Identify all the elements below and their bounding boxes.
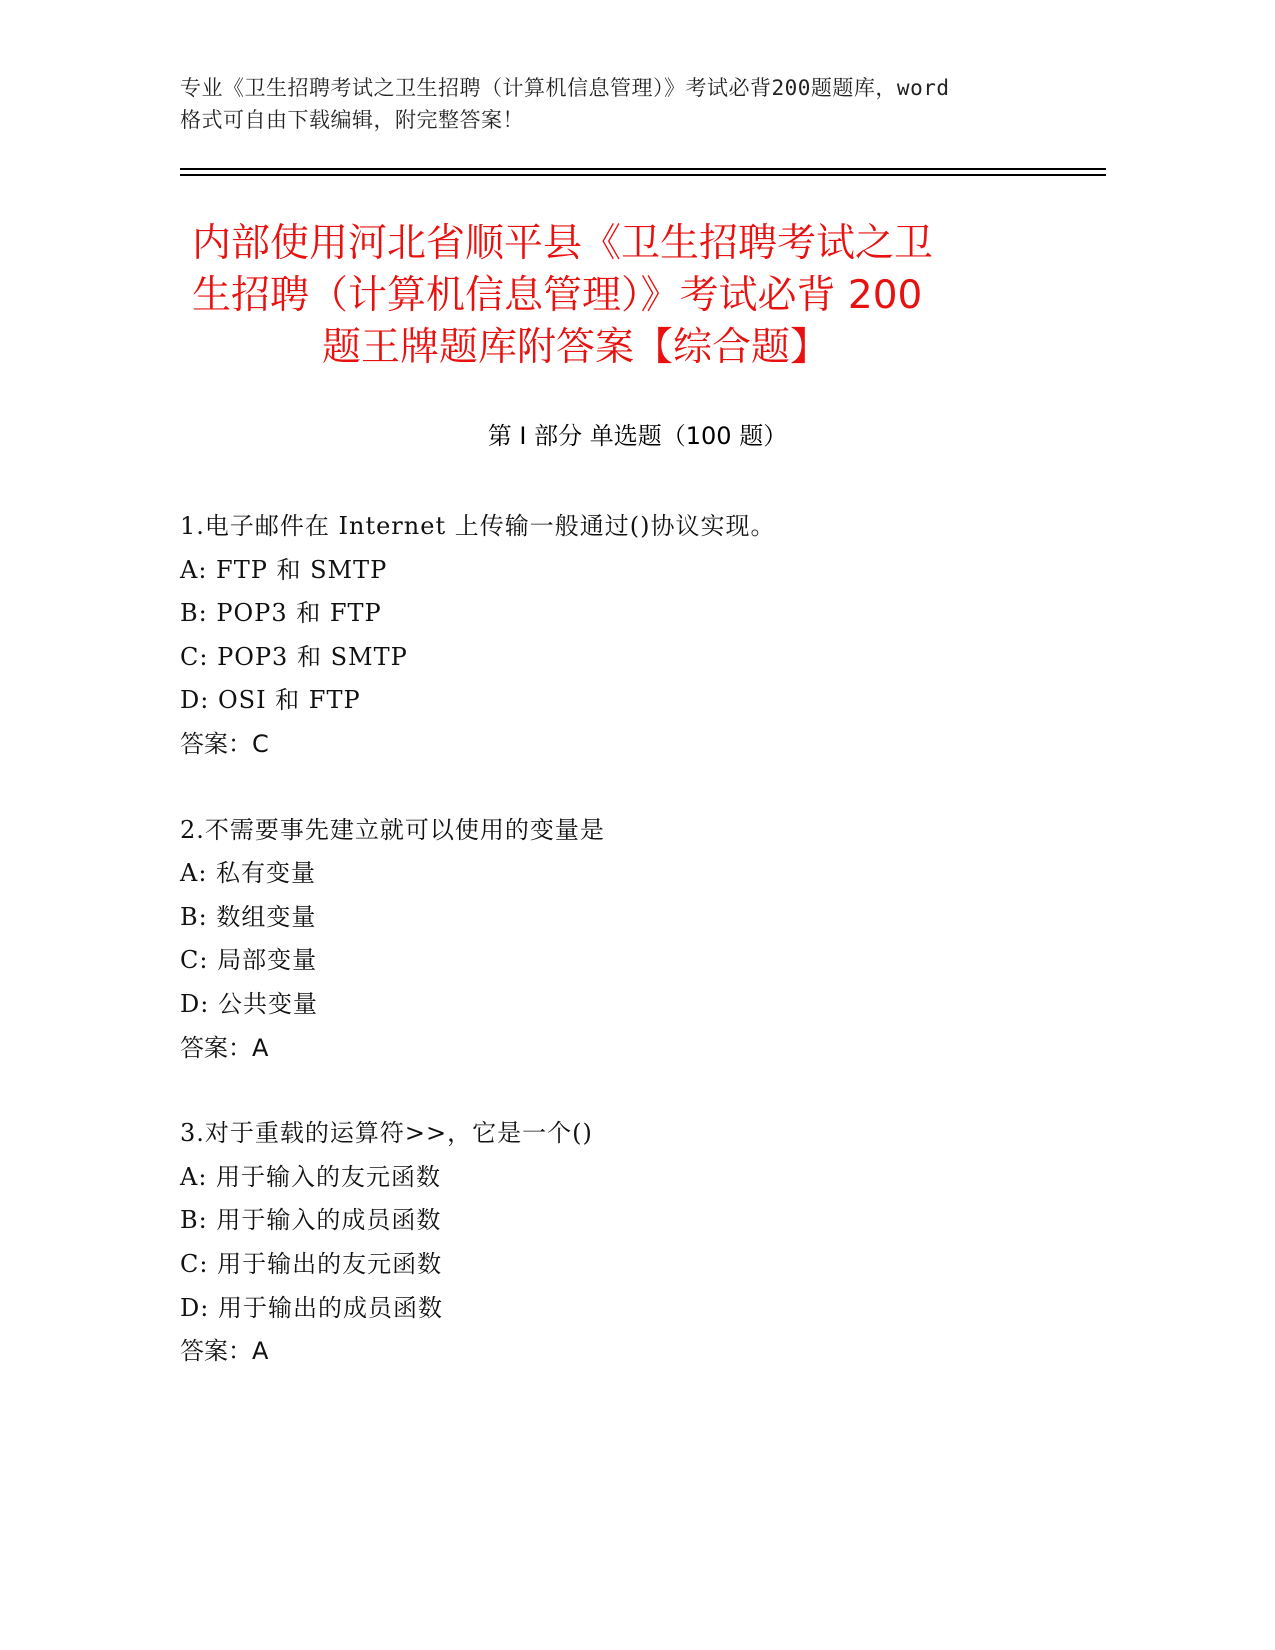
question-3 <box>180 1112 1080 1374</box>
question-list <box>180 505 1080 1416</box>
answer-label: 答案：C <box>180 729 269 758</box>
option-a: A: 用于输入的友元函数 <box>180 1162 442 1191</box>
header-note-line-2: 格式可自由下载编辑，附完整答案！ <box>180 108 524 132</box>
document-title-line-2: 生招聘（计算机信息管理）》考试必背 200 <box>192 273 923 318</box>
question-stem: 1.电子邮件在 Internet 上传输一般通过()协议实现。 <box>180 512 776 540</box>
document-title-line-1: 内部使用河北省顺平县《卫生招聘考试之卫 <box>192 221 934 266</box>
question-stem: 2.不需要事先建立就可以使用的变量是 <box>180 815 605 844</box>
option-a: A: 私有变量 <box>180 859 317 888</box>
option-a: A: FTP 和 SMTP <box>180 555 388 584</box>
option-b: B: 数组变量 <box>180 902 317 931</box>
header-rule-bottom <box>180 174 1106 176</box>
option-c: C: 局部变量 <box>180 946 318 975</box>
option-d: D: 用于输出的成员函数 <box>180 1293 443 1322</box>
header-rule-top <box>180 168 1106 170</box>
option-b: B: POP3 和 FTP <box>180 599 382 628</box>
document-title-line-3: 题王牌题库附答案【综合题】 <box>322 325 830 370</box>
option-d: D: 公共变量 <box>180 989 318 1018</box>
header-note-line-1: 专业《卫生招聘考试之卫生招聘（计算机信息管理）》考试必背200题题库，word <box>180 76 950 100</box>
option-d: D: OSI 和 FTP <box>180 686 361 715</box>
question-stem: 3.对于重载的运算符>>，它是一个() <box>180 1119 593 1148</box>
question-1 <box>180 505 1080 767</box>
header-note <box>180 72 1060 136</box>
option-c: C: 用于输出的友元函数 <box>180 1249 443 1278</box>
option-c: C: POP3 和 SMTP <box>180 642 408 671</box>
document-title <box>170 218 1050 374</box>
answer-label: 答案：A <box>180 1337 269 1366</box>
answer-label: 答案：A <box>180 1033 269 1062</box>
section-heading: 第 I 部分 单选题（100 题） <box>487 422 788 450</box>
option-b: B: 用于输入的成员函数 <box>180 1206 442 1235</box>
question-2 <box>180 809 1080 1071</box>
